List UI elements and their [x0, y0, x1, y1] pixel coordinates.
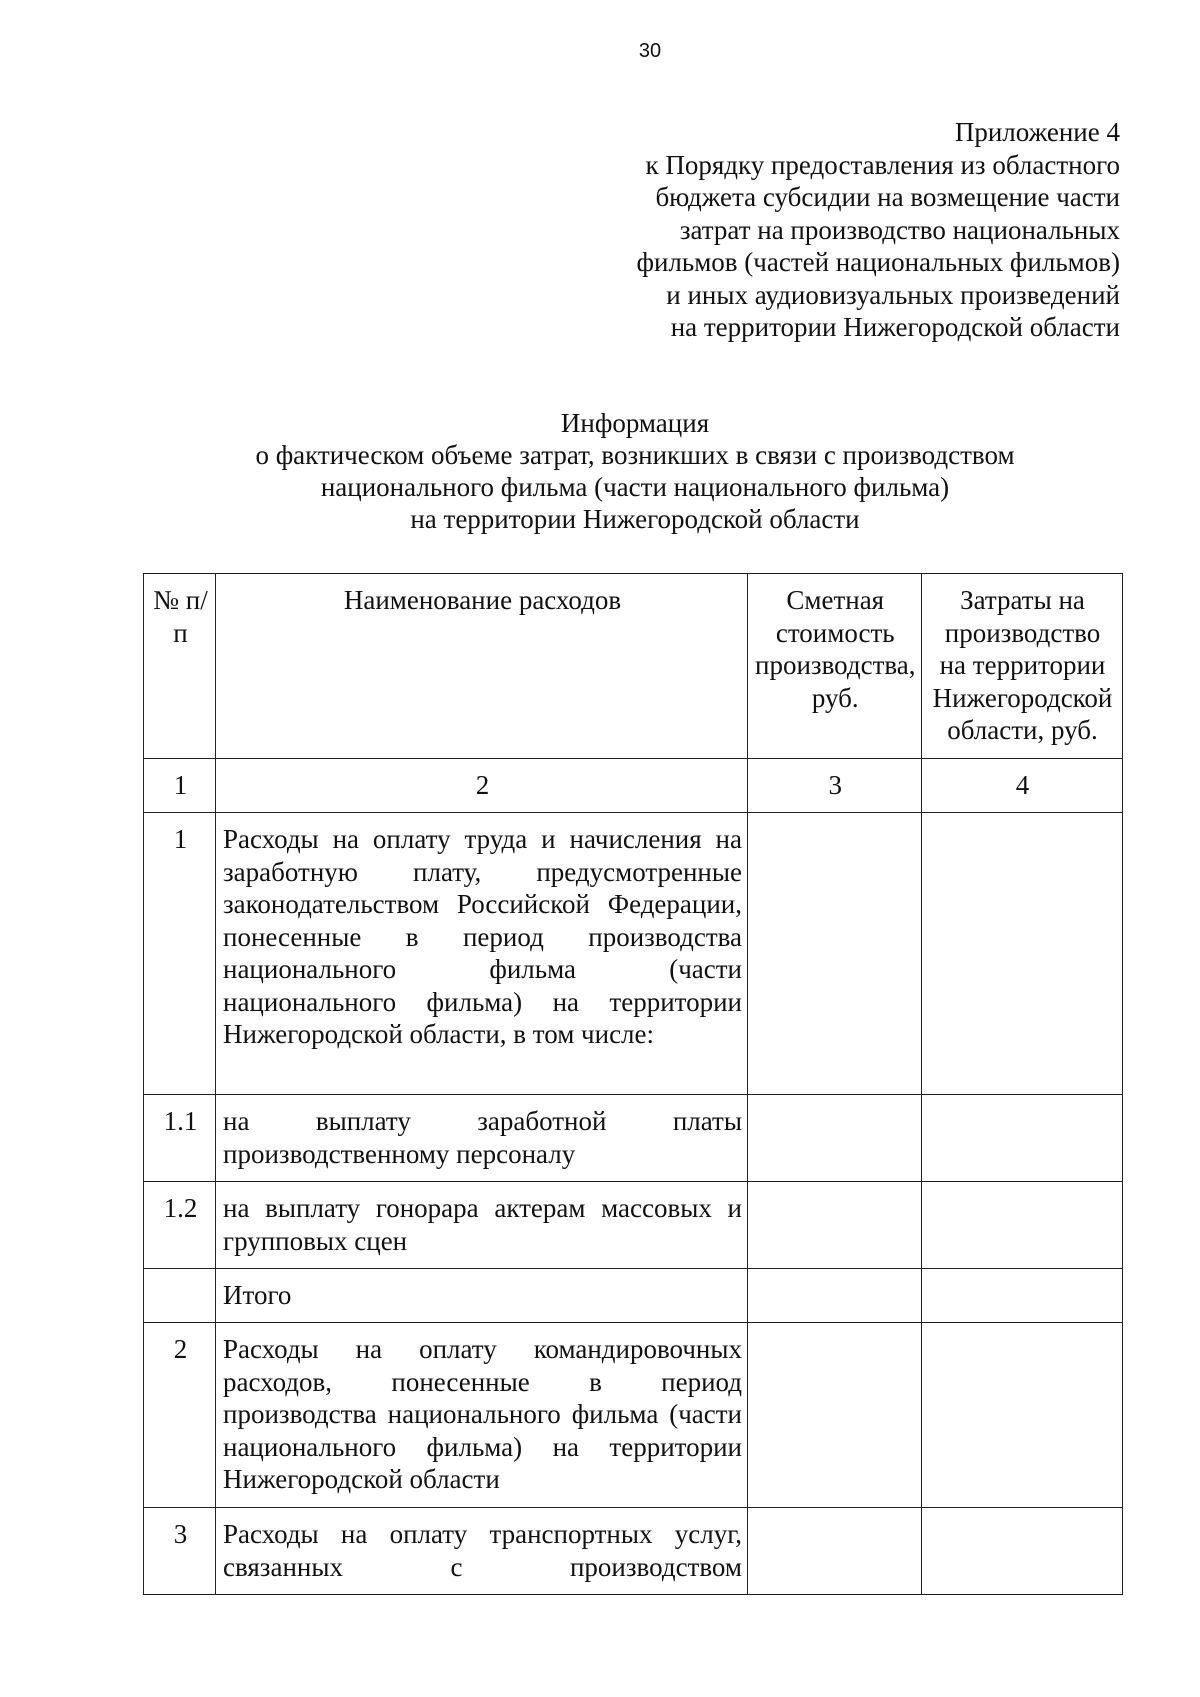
- column-number: 2: [216, 759, 748, 813]
- row-costs: [921, 1269, 1122, 1323]
- row-name: Расходы на оплату труда и начисления на заработную плату, предусмотренные законодательством Российской Федерации, понесенные в период производства национального фильма (части национального фильма) на территории Нижегородской области, в том числе:: [216, 813, 748, 1095]
- row-estimate: [748, 1269, 922, 1323]
- row-num: 2: [144, 1323, 216, 1508]
- row-name: на выплату гонорара актерам массовых и групповых сцен: [216, 1182, 748, 1269]
- appendix-line: затрат на производство национальных: [679, 214, 1120, 245]
- row-estimate: [748, 1323, 922, 1508]
- column-number: 3: [748, 759, 922, 813]
- row-name: Итого: [216, 1269, 748, 1323]
- appendix-line: к Порядку предоставления из областного: [645, 149, 1120, 180]
- appendix-header: [560, 116, 1120, 344]
- header-estimate: Сметная стоимость производства, руб.: [748, 574, 922, 759]
- appendix-line: фильмов (частей национальных фильмов): [636, 247, 1120, 277]
- table-row: [144, 1269, 1123, 1323]
- row-costs: [921, 813, 1122, 1095]
- row-num: 1.1: [144, 1095, 216, 1182]
- row-estimate: [748, 1182, 922, 1269]
- table-row: [144, 1095, 1123, 1182]
- appendix-line: Приложение 4: [954, 117, 1120, 147]
- appendix-line: и иных аудиовизуальных произведений: [666, 279, 1120, 310]
- header-num: № п/п: [144, 574, 216, 759]
- column-number: 1: [144, 759, 216, 813]
- header-name: Наименование расходов: [216, 574, 748, 759]
- appendix-line: бюджета субсидии на возмещение части: [655, 182, 1120, 212]
- row-num: 1.2: [144, 1182, 216, 1269]
- row-estimate: [748, 1508, 922, 1595]
- table-row: [144, 813, 1123, 1095]
- header-costs: Затраты на производство на территории Нижегородской области, руб.: [921, 574, 1122, 759]
- title-line: на территории Нижегородской области: [410, 504, 860, 534]
- expenses-table: [143, 573, 1123, 1595]
- row-costs: [921, 1508, 1122, 1595]
- row-num: 3: [144, 1508, 216, 1595]
- table-row: [144, 1323, 1123, 1508]
- row-num: 1: [144, 813, 216, 1095]
- row-name: Расходы на оплату командировочных расходов, понесенные в период производства национального фильма (части национального фильма) на территории Нижегородской области: [216, 1323, 748, 1508]
- row-name: Расходы на оплату транспортных услуг, связанных с производством: [216, 1508, 748, 1595]
- table-header-row: [144, 574, 1123, 759]
- title-line: национального фильма (части национального фильма): [320, 472, 950, 502]
- column-number: 4: [921, 759, 1122, 813]
- row-estimate: [748, 1095, 922, 1182]
- title-line: Информация: [560, 408, 710, 438]
- table-row: [144, 1508, 1123, 1595]
- page-number: 30: [638, 40, 662, 62]
- row-estimate: [748, 813, 922, 1095]
- row-costs: [921, 1323, 1122, 1508]
- table-row: [144, 1182, 1123, 1269]
- row-costs: [921, 1095, 1122, 1182]
- appendix-line: на территории Нижегородской области: [670, 312, 1120, 342]
- document-title: [140, 407, 1130, 535]
- title-line: о фактическом объеме затрат, возникших в связи с производством: [255, 440, 1015, 470]
- row-costs: [921, 1182, 1122, 1269]
- row-num: [144, 1269, 216, 1323]
- row-name: на выплату заработной платы производственному персоналу: [216, 1095, 748, 1182]
- column-number-row: [144, 759, 1123, 813]
